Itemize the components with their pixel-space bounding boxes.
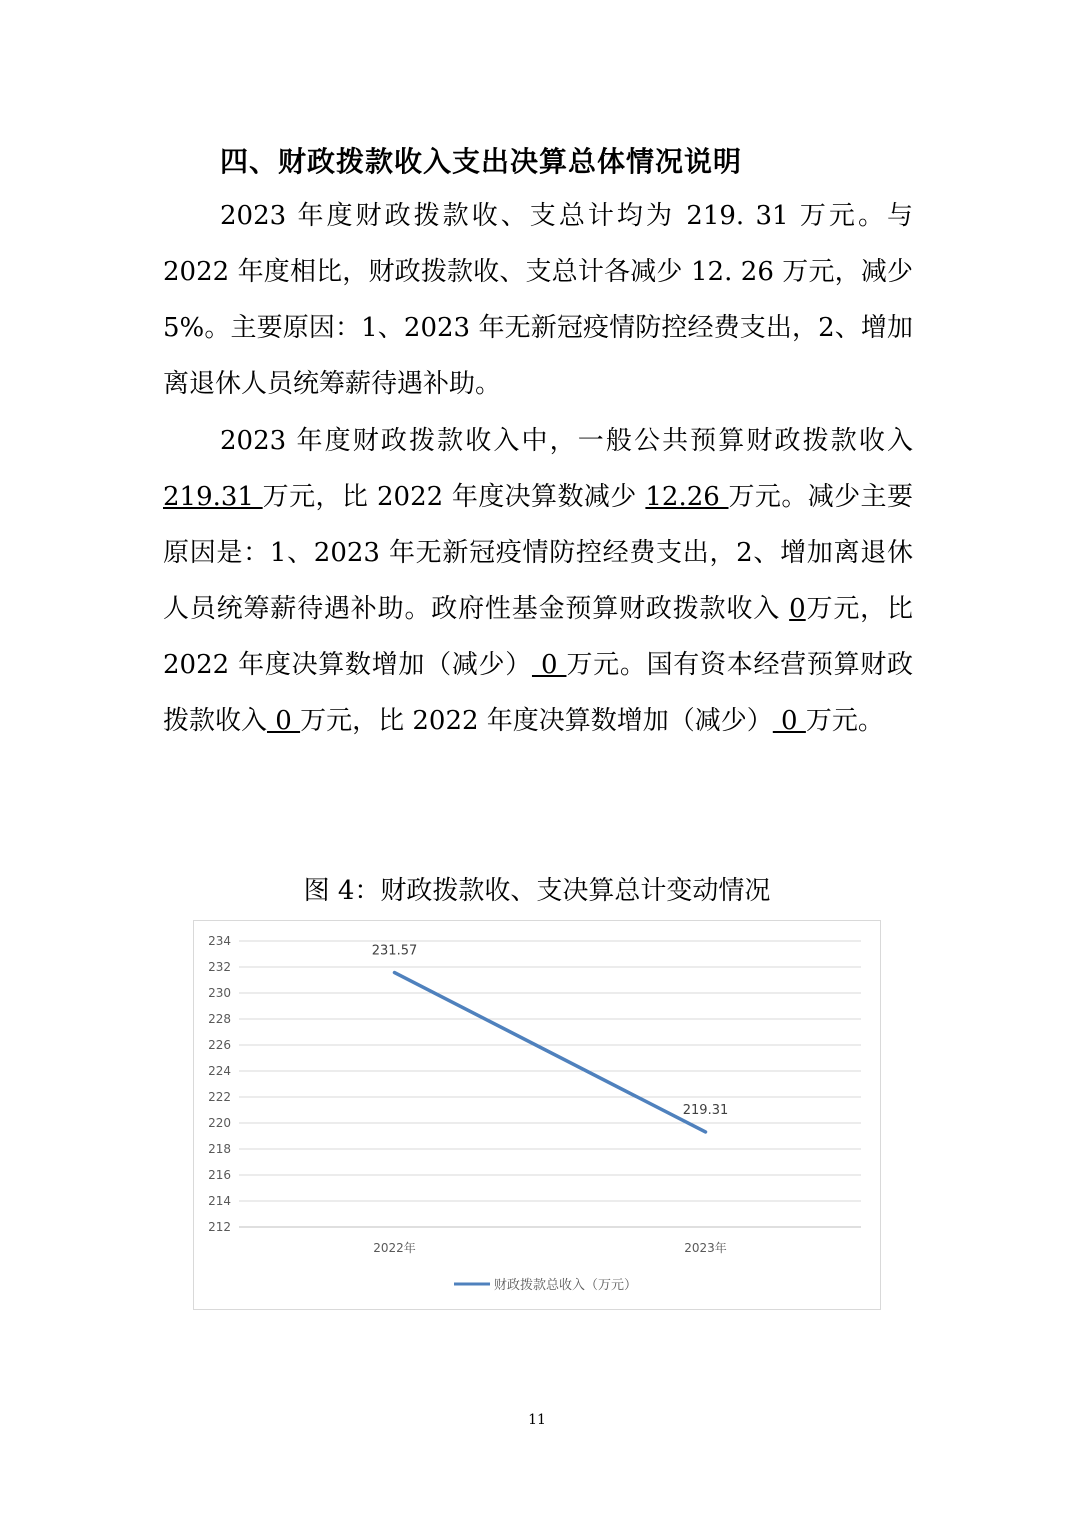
para2-text-4: 万元，比 2022 年度决算数增加（减少） [163,594,913,680]
y-tick-label: 226 [208,1038,231,1052]
y-tick-label: 234 [208,934,231,948]
y-tick-label: 214 [208,1194,231,1208]
y-tick-label: 230 [208,986,231,1000]
fund-budget-change-value: 0 [531,650,567,680]
y-tick-label: 220 [208,1116,231,1130]
paragraph-summary: 2023 年度财政拨款收、支总计均为 219. 31 万元。与 2022 年度相比，财政拨款收、支总计各减少 12. 26 万元，减少 5%。主要原因：1、2023 年无新冠疫情防控经费支出，2、增加离退休人员统筹薪待遇补助。 [163,201,913,399]
general-budget-decrease-value: 12.26 [645,482,729,512]
x-tick-label: 2022年 [373,1241,416,1255]
para2-text-1: 2023 年度财政拨款收入中，一般公共预算财政拨款收入 [220,426,913,456]
fund-budget-income-value: 0 [789,594,806,624]
y-tick-label: 228 [208,1012,231,1026]
y-tick-label: 224 [208,1064,231,1078]
series-line [395,973,706,1132]
general-budget-income-value: 219.31 [163,482,263,512]
chart-canvas [194,921,880,1309]
capital-budget-income-value: 0 [267,706,301,736]
para2-text-6: 万元，比 2022 年度决算数增加（减少） [300,706,773,736]
capital-budget-change-value: 0 [772,706,806,736]
y-tick-label: 216 [208,1168,231,1182]
section-heading: 四、财政拨款收入支出决算总体情况说明 [220,145,743,178]
figure-caption: 图 4：财政拨款收、支决算总计变动情况 [303,876,771,906]
x-tick-label: 2023年 [684,1241,727,1255]
line-chart [193,920,881,1310]
data-label: 231.57 [371,943,418,959]
y-tick-label: 218 [208,1142,231,1156]
data-label: 219.31 [682,1102,729,1118]
legend-label: 财政拨款总收入（万元） [494,1278,638,1293]
para2-text-2: 万元，比 2022 年度决算数减少 [262,482,646,512]
y-tick-label: 222 [208,1090,231,1104]
para2-text-5: 万元。国有资本经营预算财政拨款收入 [163,650,913,736]
para2-text-7: 万元。 [805,706,884,736]
paragraph-detail [163,413,913,749]
page-number: 11 [528,1412,546,1428]
para2-text-3: 万元。减少主要原因是：1、2023 年无新冠疫情防控经费支出，2、增加离退休人员统筹薪待遇补助。政府性基金预算财政拨款收入 [163,482,913,624]
y-tick-label: 232 [208,960,231,974]
y-tick-label: 212 [208,1220,231,1234]
